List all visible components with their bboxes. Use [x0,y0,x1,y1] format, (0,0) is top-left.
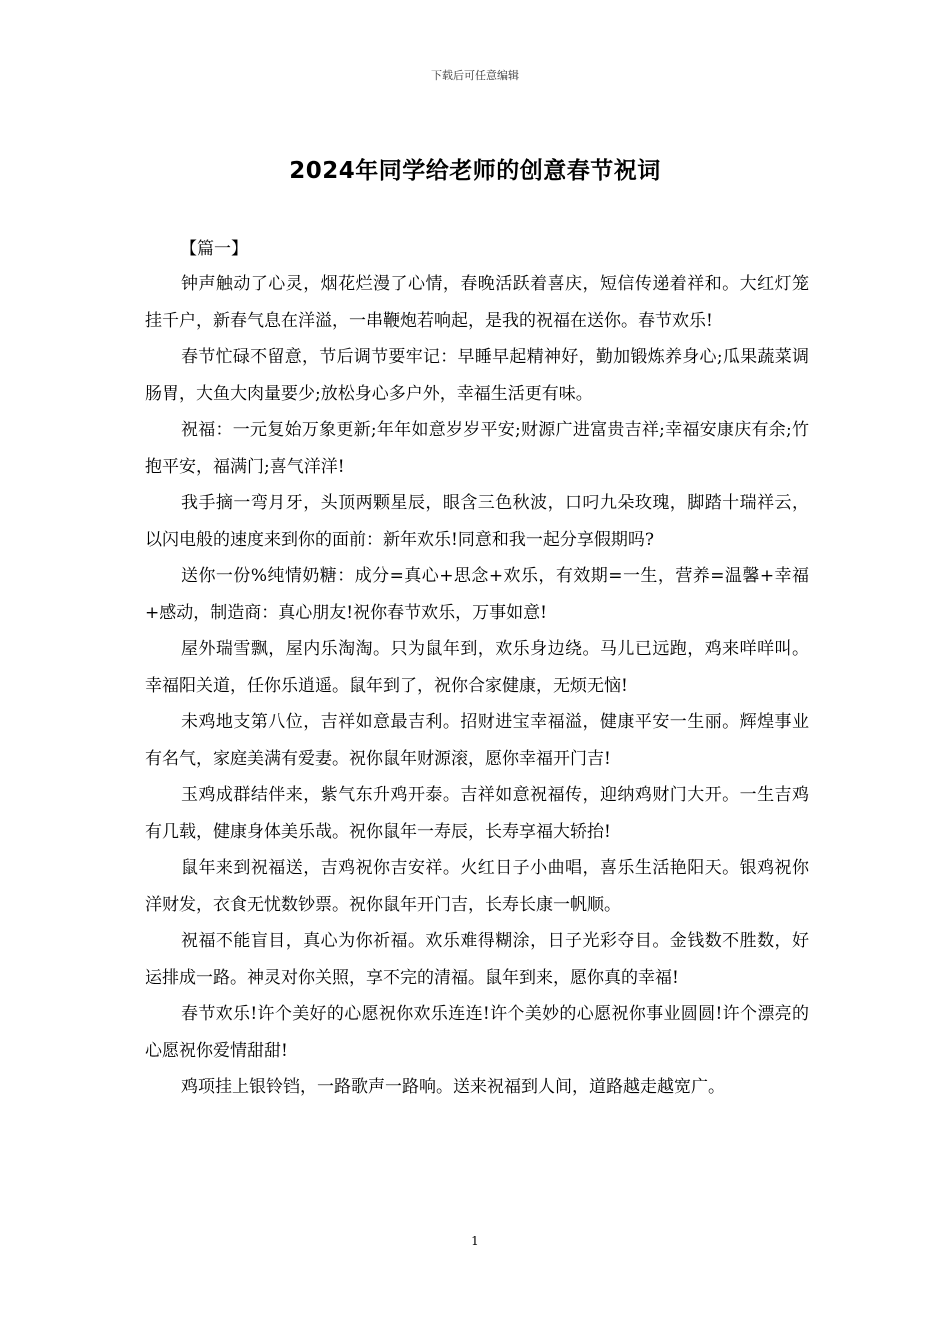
paragraph: 未鸡地支第八位，吉祥如意最吉利。招财进宝幸福溢，健康平安一生丽。辉煌事业有名气，家庭美满有爱妻。祝你鼠年财源滚，愿你幸福开门吉! [145,712,809,769]
body-text [145,266,809,1106]
paragraph: 祝福：一元复始万象更新;年年如意岁岁平安;财源广进富贵吉祥;幸福安康庆有余;竹抱平安，福满门;喜气洋洋! [145,420,809,477]
header-note: 下载后可任意编辑 [431,69,519,82]
paragraph: 鼠年来到祝福送，吉鸡祝你吉安祥。火红日子小曲唱，喜乐生活艳阳天。银鸡祝你洋财发，衣食无忧数钞票。祝你鼠年开门吉，长寿长康一帆顺。 [145,858,809,915]
document-title: 2024年同学给老师的创意春节祝词 [289,158,661,184]
paragraph: 春节欢乐!许个美好的心愿祝你欢乐连连!许个美妙的心愿祝你事业圆圆!许个漂亮的心愿祝你爱情甜甜! [145,1004,809,1061]
page-number: 1 [471,1234,479,1248]
section-heading: 【篇一】 [180,239,248,259]
paragraph: 祝福不能盲目，真心为你祈福。欢乐难得糊涂，日子光彩夺目。金钱数不胜数，好运排成一路。神灵对你关照，享不完的清福。鼠年到来，愿你真的幸福! [145,931,809,988]
paragraph: 屋外瑞雪飘，屋内乐淘淘。只为鼠年到，欢乐身边绕。马儿已远跑，鸡来咩咩叫。幸福阳关道，任你乐逍遥。鼠年到了，祝你合家健康，无烦无恼! [145,639,809,696]
paragraph: 我手摘一弯月牙，头顶两颗星辰，眼含三色秋波，口叼九朵玫瑰，脚踏十瑞祥云，以闪电般的速度来到你的面前：新年欢乐!同意和我一起分享假期吗? [145,493,809,550]
paragraph: 送你一份%纯情奶糖：成分=真心+思念+欢乐，有效期=一生，营养=温馨+幸福+感动，制造商：真心朋友!祝你春节欢乐，万事如意! [145,566,809,623]
paragraph: 玉鸡成群结伴来，紫气东升鸡开泰。吉祥如意祝福传，迎纳鸡财门大开。一生吉鸡有几载，健康身体美乐哉。祝你鼠年一寿辰，长寿享福大轿抬! [145,785,809,842]
paragraph: 钟声触动了心灵，烟花烂漫了心情，春晚活跃着喜庆，短信传递着祥和。大红灯笼挂千户，新春气息在洋溢，一串鞭炮若响起，是我的祝福在送你。春节欢乐! [145,274,809,331]
paragraph: 春节忙碌不留意，节后调节要牢记：早睡早起精神好，勤加锻炼养身心;瓜果蔬菜调肠胃，大鱼大肉量要少;放松身心多户外，幸福生活更有味。 [145,347,809,404]
paragraph: 鸡项挂上银铃铛，一路歌声一路响。送来祝福到人间，道路越走越宽广。 [181,1077,725,1097]
